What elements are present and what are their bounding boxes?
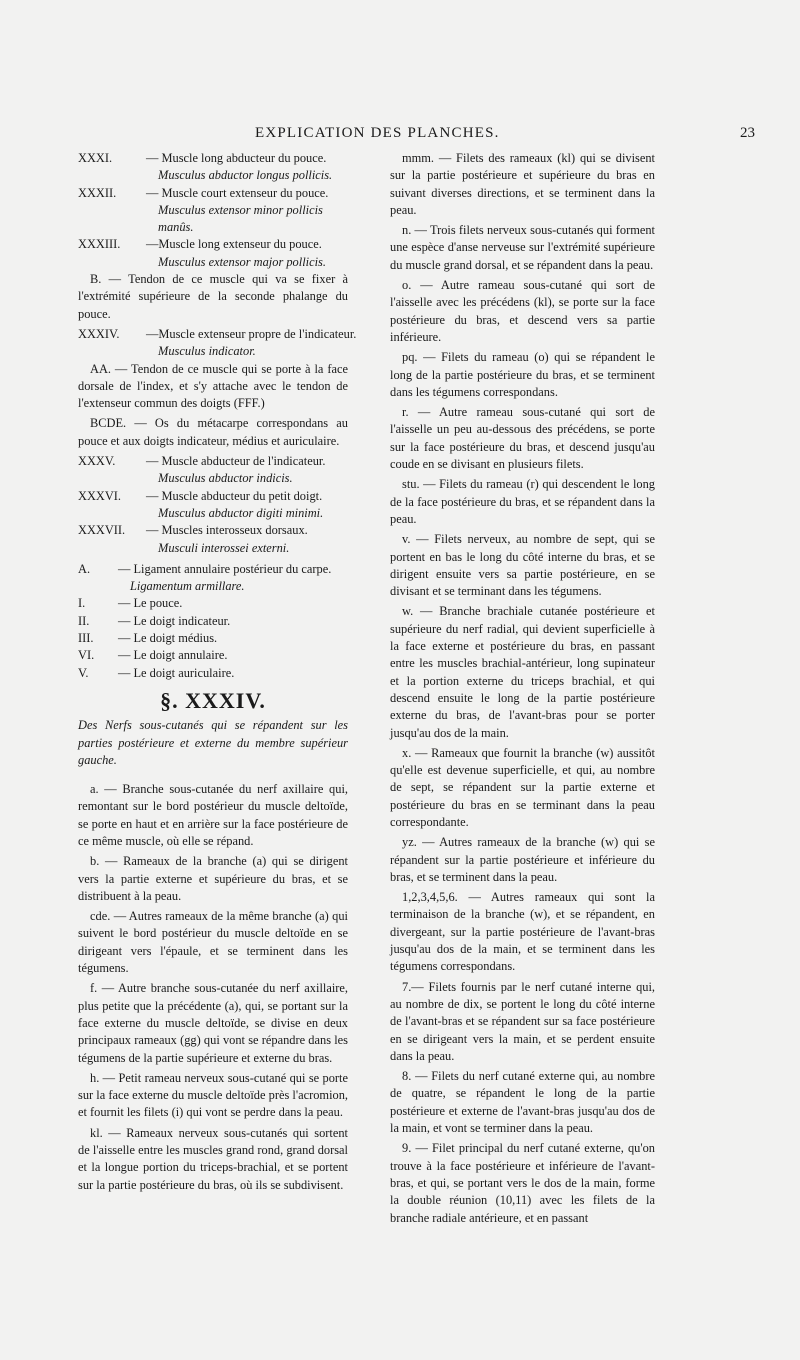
entry-label: VI.	[78, 648, 95, 663]
paragraph: 1,2,3,4,5,6. — Autres rameaux qui sont la terminaison de la branche (w), et se répandent, en divergeant, sur la partie postérieure de l'avant-bras jusqu'au dos de la main, et se terminent dans les tégumens correspondans.	[390, 890, 655, 974]
entry-label: XXXV.	[78, 454, 116, 469]
entry-label: XXXVI.	[78, 488, 122, 503]
entry-label: XXXI.	[78, 151, 113, 165]
entry-label: XXXIII.	[78, 237, 121, 252]
legend-entry	[78, 185, 348, 237]
entry-text: — Muscle long abducteur du pouce.	[146, 151, 327, 165]
paragraph: yz. — Autres rameaux de la branche (w) qui se répandent sur la partie postérieure et inférieure du bras, et se terminent dans la peau.	[390, 835, 655, 884]
entry-text: — Le pouce.	[118, 596, 183, 611]
paragraph: 7.— Filets fournis par le nerf cutané interne qui, au nombre de dix, se portent le long du côté interne de l'avant-bras et se répandent sur sa face postérieure en se dirigeant vers la main, et se perdent ensuite dans la peau.	[390, 979, 655, 1063]
paragraph: AA. — Tendon de ce muscle qui se porte à la face dorsale de l'index, et s'y attache avec le tendon de l'extenseur commun des doigts (FFF.)	[78, 361, 348, 411]
paragraph: mmm. — Filets des rameaux (kl) qui se divisent sur la partie postérieure et supérieure du bras en suivant diverses directions, et se terminent dans la peau.	[390, 151, 655, 217]
latin-name: Musculus abductor digiti minimi.	[158, 505, 324, 520]
paragraph: r. — Autre rameau sous-cutané qui sort de l'aisselle un peu au-dessous des précédens, se porte sur la face postérieure du bras, et descend jusqu'au coude en se divisant en plusieurs filets.	[390, 405, 655, 472]
paragraph: B. — Tendon de ce muscle qui va se fixer à l'extrémité supérieure de la seconde phalange du pouce.	[78, 272, 348, 321]
paragraph: v. — Filets nerveux, au nombre de sept, qui se portent en bas le long du côté interne du bras, et se dirigent ensuite vers sa partie postérieure, en se divisant et se terminant dans les tégumens.	[390, 532, 655, 599]
paragraph: f. — Autre branche sous-cutanée du nerf axillaire, plus petite que la précédente (a), qui, se portant sur la face externe du muscle deltoïde, se divise en deux principaux rameaux (gg) qui vont se répandre dans les tégumens de la partie supérieure et externe du bras.	[78, 981, 348, 1065]
entry-label: III.	[78, 631, 94, 646]
left-column	[78, 150, 357, 1197]
entry-text: — Muscle court extenseur du pouce.	[146, 185, 329, 200]
page-number: 23	[740, 125, 755, 141]
entry-text: — Ligament annulaire postérieur du carpe.	[118, 561, 332, 576]
list-item	[78, 630, 348, 647]
entry-label: V.	[78, 665, 89, 680]
entry-text: —Muscle extenseur propre de l'indicateur.	[146, 326, 357, 341]
paragraph: 8. — Filets du nerf cutané externe qui, au nombre de quatre, se répandent le long de la partie postérieure et externe de l'avant-bras jusqu'au dos de la main, et vont se terminer dans la peau.	[390, 1069, 655, 1136]
paragraph: o. — Autre rameau sous-cutané qui sort de l'aisselle avec les précédens (kl), se porte sur la face postérieure du bras, et descend vers sa partie inférieure.	[390, 278, 655, 344]
page-header	[0, 125, 800, 147]
latin-name: Musculus extensor minor pollicis	[158, 202, 323, 217]
right-column	[390, 150, 655, 1230]
paragraph: h. — Petit rameau nerveux sous-cutané qui se porte sur la face externe du muscle deltoïde près l'acromion, et fournit les filets (i) qui vont se perdre dans la peau.	[78, 1070, 348, 1120]
list-item	[78, 595, 348, 612]
entry-text: —Muscle long extenseur du pouce.	[146, 237, 322, 252]
entry-text: — Le doigt indicateur.	[118, 613, 231, 628]
entry-label: I.	[78, 596, 86, 611]
entry-label: II.	[78, 613, 90, 628]
section-intro: Des Nerfs sous-cutanés qui se répandent sur les parties postérieure et externe du membre supérieur gauche.	[78, 718, 348, 767]
list-item	[78, 665, 348, 682]
paragraph: pq. — Filets du rameau (o) qui se répandent le long de la partie postérieure du bras, et se terminent dans les tégumens correspondans.	[390, 350, 655, 399]
paragraph: 9. — Filet principal du nerf cutané externe, qu'on trouve à la face postérieure et inférieure de l'avant-bras, et qui, se portant vers le dos de la main, forme la double réunion (10,11) avec les filets de la branche radiale antérieure, et en passant	[390, 1141, 655, 1225]
entry-text: — Muscle abducteur du petit doigt.	[146, 488, 323, 503]
fingers-list	[78, 595, 348, 681]
paragraph: BCDE. — Os du métacarpe correspondans au pouce et aux doigts indicateur, médius et auriculaire.	[78, 416, 348, 448]
legend-entry	[78, 150, 348, 185]
paragraph: n. — Trois filets nerveux sous-cutanés qui forment une espèce d'anse nerveuse sur l'extrémité supérieure du muscle grand dorsal, et se répandent dans la peau.	[390, 223, 655, 272]
paragraph: kl. — Rameaux nerveux sous-cutanés qui sortent de l'aisselle entre les muscles grand rond, grand dorsal et la longue portion du triceps-brachial, et se portent sur la partie postérieure du bras, où ils se subdivisent.	[78, 1125, 348, 1192]
legend-entry	[78, 236, 348, 271]
entry-text: — Muscles interosseux dorsaux.	[146, 523, 308, 538]
legend-entry	[78, 522, 348, 557]
paragraph: w. — Branche brachiale cutanée postérieure et supérieure du nerf radial, qui devient superficielle à la face externe et postérieure du bras, en passant entre les muscles brachial-antérieur, long supinateur et la portion externe du triceps brachial, et qui descend ensuite le long de la partie postérieure externe du bras, de l'avant-bras pour se porter jusqu'au dos de la main.	[390, 604, 655, 740]
running-title: EXPLICATION DES PLANCHES.	[255, 125, 500, 141]
entry-text: — Le doigt auriculaire.	[118, 665, 235, 680]
latin-name: Ligamentum armillare.	[130, 579, 245, 594]
entry-label: XXXIV.	[78, 326, 120, 341]
entry-text: — Le doigt médius.	[118, 631, 218, 646]
paragraph: a. — Branche sous-cutanée du nerf axillaire qui, remontant sur le bord postérieur du muscle deltoïde, se porte en haut et en arrière sur la face postérieure de ce même muscle, où elle se répand.	[78, 782, 348, 848]
latin-name: Musculus extensor major pollicis.	[158, 254, 326, 269]
section-heading: §. XXXIV.	[160, 687, 266, 713]
latin-name: Musculi interossei externi.	[158, 540, 290, 555]
entry-label: XXXII.	[78, 185, 117, 200]
legend-entry	[78, 326, 357, 361]
entry-label: A.	[78, 561, 91, 576]
list-item	[78, 613, 348, 630]
legend-entry	[78, 453, 348, 488]
legend-entry	[78, 561, 348, 596]
paragraph: b. — Rameaux de la branche (a) qui se dirigent vers la partie externe et supérieure du bras, et se distribuent à la peau.	[78, 854, 348, 903]
paragraph: x. — Rameaux que fournit la branche (w) aussitôt qu'elle est devenue superficielle, et qui, au nombre de sept, se répandent sur la partie externe et postérieure du bras en se terminant dans la peau correspondante.	[390, 745, 655, 829]
legend-entry	[78, 488, 348, 523]
list-item	[78, 647, 348, 664]
entry-text: — Le doigt annulaire.	[118, 648, 228, 663]
latin-name: Musculus abductor indicis.	[158, 471, 293, 486]
entry-label: XXXVII.	[78, 523, 126, 538]
paragraph: stu. — Filets du rameau (r) qui descendent le long de la face postérieure du bras, et se répandent dans la peau.	[390, 477, 655, 526]
latin-name: Musculus indicator.	[158, 344, 256, 359]
latin-name: Musculus abductor longus pollicis.	[158, 168, 333, 183]
entry-text: — Muscle abducteur de l'indicateur.	[146, 454, 326, 469]
paragraph: cde. — Autres rameaux de la même branche (a) qui suivent le bord postérieur du muscle deltoïde en se dirigeant vers l'épaule, et se terminent dans les tégumens.	[78, 909, 348, 976]
latin-name: manûs.	[158, 220, 194, 235]
